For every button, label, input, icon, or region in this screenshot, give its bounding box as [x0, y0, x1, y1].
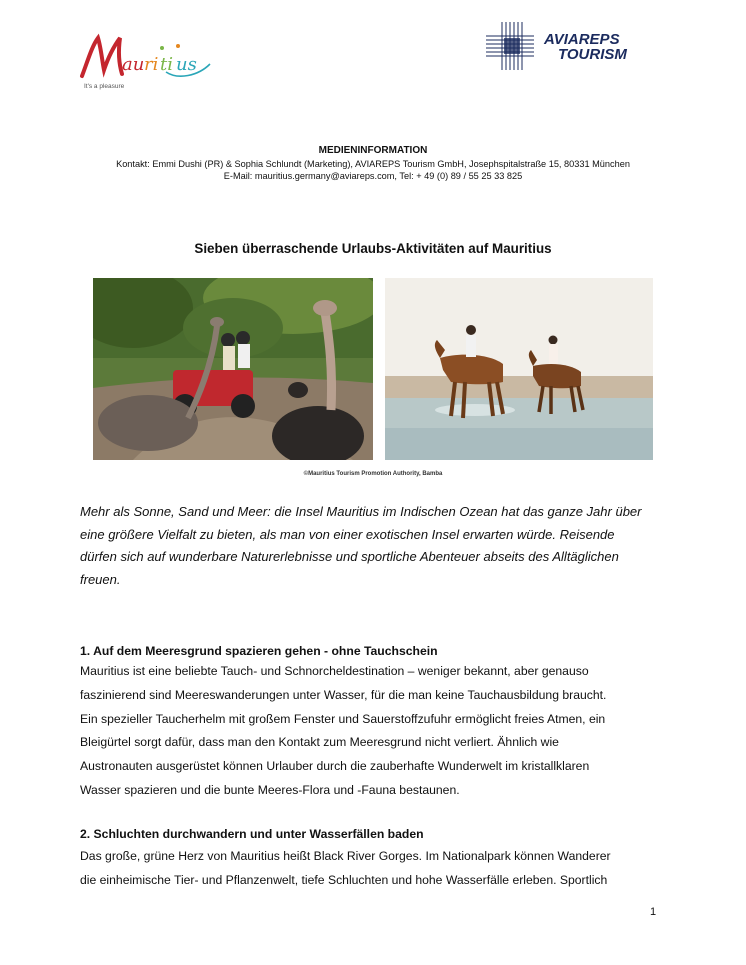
section1-line: Ein spezieller Taucherhelm mit großem Fenster und Sauerstoffzufuhr ermöglicht freies Atmen, ein [80, 711, 606, 726]
intro-line: dürfen sich auf wunderbare Naturerlebnisse und sportliche Abenteuer abseits des Alltäglichen [80, 549, 619, 564]
aviareps-logo-line2: TOURISM [558, 46, 627, 63]
section1-line: Mauritius ist eine beliebte Tauch- und Schnorcheldestination – weniger bekannt, aber genauso [80, 664, 589, 678]
svg-text:ri: ri [144, 54, 159, 75]
intro-line: Mehr als Sonne, Sand und Meer: die Insel Mauritius im Indischen Ozean hat das ganze Jahr über [80, 504, 642, 519]
svg-text:us: us [176, 54, 197, 75]
mauritius-tagline: It's a pleasure [84, 83, 125, 90]
contact-line: Kontakt: Emmi Dushi (PR) & Sophia Schlundt (Marketing), AVIAREPS Tourism GmbH, Josephspitalstraße 15, 80331 München [116, 159, 630, 169]
aviareps-logo-line1: AVIAREPS [544, 31, 620, 48]
section1-line: faszinierend sind Meereswanderungen unter Wasser, für die man keine Tauchausbildung braucht. [80, 687, 607, 702]
document-title: Sieben überraschende Urlaubs-Aktivitäten auf Mauritius [194, 241, 552, 256]
section1-heading: 1. Auf dem Meeresgrund spazieren gehen - ohne Tauchschein [80, 644, 438, 658]
svg-text:au: au [122, 54, 145, 75]
aviareps-logo [484, 20, 670, 72]
mauritius-logo [78, 30, 223, 90]
intro-line: freuen. [80, 571, 121, 587]
section2-paragraph [80, 845, 680, 893]
section1-line: Wasser spazieren und die bunte Meeres-Flora und -Fauna bestaunen. [80, 782, 460, 797]
intro-line: eine größere Vielfalt zu bieten, als man von einer exotischen Insel erwarten würde. Reisende [80, 526, 615, 542]
section2-line: die einheimische Tier- und Pflanzenwelt, tiefe Schluchten und hohe Wasserfälle erleben. Sportlich [80, 872, 608, 887]
section1-paragraph [80, 660, 680, 803]
page-number: 1 [650, 906, 657, 918]
section2-heading: 2. Schluchten durchwandern und unter Wasserfällen baden [80, 827, 424, 841]
photo-credit: ©Mauritius Tourism Promotion Authority, Bamba [303, 471, 443, 477]
section2-line: Das große, grüne Herz von Mauritius heißt Black River Gorges. Im Nationalpark können Wanderer [80, 849, 611, 863]
horse-riding-beach-photo [385, 278, 653, 460]
section1-line: Austronauten ausgerüstet können Urlauber durch die zauberhafte Wunderwelt im kristallklaren [80, 759, 590, 774]
quad-bike-ostrich-photo [93, 278, 373, 460]
email-phone-line: E-Mail: mauritius.germany@aviareps.com, Tel: + 49 (0) 89 / 55 25 33 825 [223, 171, 523, 181]
intro-paragraph [80, 501, 668, 591]
press-info-title: MEDIENINFORMATION [318, 145, 428, 156]
section1-line: Bleigürtel sorgt dafür, dass man den Kontakt zum Meeresgrund nicht verliert. Ähnlich wie [80, 735, 559, 750]
svg-text:ti: ti [160, 54, 173, 75]
